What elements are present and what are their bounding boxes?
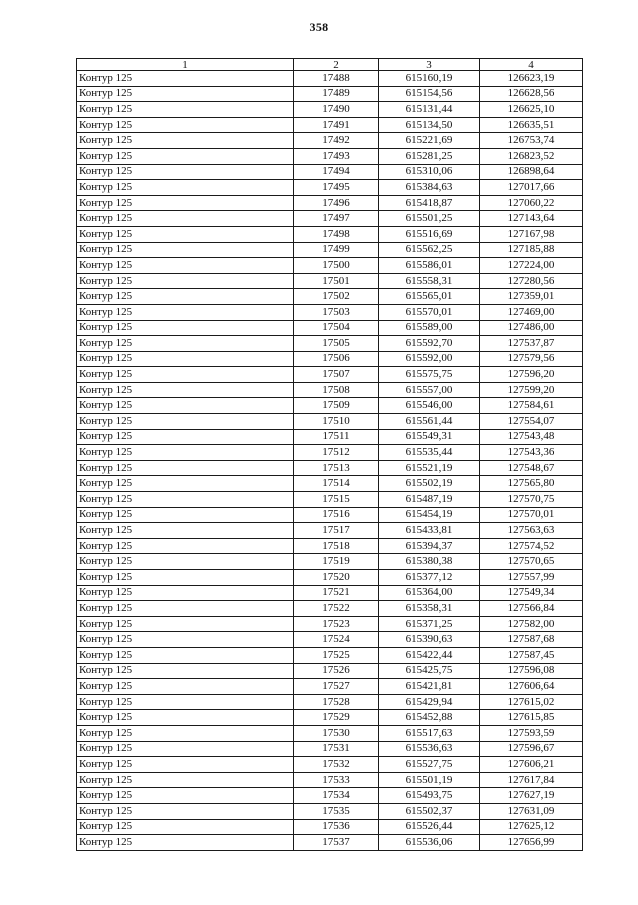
x-coordinate-cell: 615516,69: [379, 226, 480, 242]
x-coordinate-cell: 615526,44: [379, 819, 480, 835]
x-coordinate-cell: 615384,63: [379, 180, 480, 196]
point-number-cell: 17491: [294, 117, 379, 133]
y-coordinate-cell: 127582,00: [480, 616, 583, 632]
y-coordinate-cell: 127587,45: [480, 647, 583, 663]
y-coordinate-cell: 127185,88: [480, 242, 583, 258]
column-header-1: 1: [77, 59, 294, 71]
x-coordinate-cell: 615558,31: [379, 273, 480, 289]
contour-name-cell: Контур 125: [77, 258, 294, 274]
point-number-cell: 17494: [294, 164, 379, 180]
table-row: [77, 507, 583, 523]
table-row: [77, 538, 583, 554]
contour-name-cell: Контур 125: [77, 195, 294, 211]
point-number-cell: 17525: [294, 647, 379, 663]
point-number-cell: 17497: [294, 211, 379, 227]
x-coordinate-cell: 615425,75: [379, 663, 480, 679]
contour-name-cell: Контур 125: [77, 336, 294, 352]
point-number-cell: 17507: [294, 367, 379, 383]
column-header-3: 3: [379, 59, 480, 71]
point-number-cell: 17517: [294, 523, 379, 539]
x-coordinate-cell: 615535,44: [379, 445, 480, 461]
x-coordinate-cell: 615422,44: [379, 647, 480, 663]
table-row: [77, 757, 583, 773]
x-coordinate-cell: 615502,19: [379, 476, 480, 492]
x-coordinate-cell: 615527,75: [379, 757, 480, 773]
contour-name-cell: Контур 125: [77, 273, 294, 289]
table-row: [77, 476, 583, 492]
contour-name-cell: Контур 125: [77, 492, 294, 508]
table-row: [77, 102, 583, 118]
table-row: [77, 788, 583, 804]
contour-name-cell: Контур 125: [77, 133, 294, 149]
contour-name-cell: Контур 125: [77, 211, 294, 227]
contour-name-cell: Контур 125: [77, 663, 294, 679]
table-row: [77, 195, 583, 211]
table-body: [77, 71, 583, 851]
y-coordinate-cell: 127565,80: [480, 476, 583, 492]
x-coordinate-cell: 615371,25: [379, 616, 480, 632]
point-number-cell: 17514: [294, 476, 379, 492]
y-coordinate-cell: 127557,99: [480, 570, 583, 586]
y-coordinate-cell: 127570,01: [480, 507, 583, 523]
y-coordinate-cell: 127599,20: [480, 382, 583, 398]
point-number-cell: 17518: [294, 538, 379, 554]
x-coordinate-cell: 615221,69: [379, 133, 480, 149]
y-coordinate-cell: 127606,21: [480, 757, 583, 773]
table-row: [77, 679, 583, 695]
x-coordinate-cell: 615281,25: [379, 148, 480, 164]
table-row: [77, 585, 583, 601]
x-coordinate-cell: 615501,19: [379, 772, 480, 788]
x-coordinate-cell: 615154,56: [379, 86, 480, 102]
x-coordinate-cell: 615131,44: [379, 102, 480, 118]
x-coordinate-cell: 615380,38: [379, 554, 480, 570]
y-coordinate-cell: 127548,67: [480, 460, 583, 476]
contour-name-cell: Контур 125: [77, 554, 294, 570]
y-coordinate-cell: 127543,48: [480, 429, 583, 445]
x-coordinate-cell: 615517,63: [379, 725, 480, 741]
table-row: [77, 226, 583, 242]
table-row: [77, 336, 583, 352]
point-number-cell: 17511: [294, 429, 379, 445]
table-row: [77, 694, 583, 710]
y-coordinate-cell: 127587,68: [480, 632, 583, 648]
x-coordinate-cell: 615557,00: [379, 382, 480, 398]
contour-name-cell: Контур 125: [77, 320, 294, 336]
y-coordinate-cell: 127617,84: [480, 772, 583, 788]
x-coordinate-cell: 615364,00: [379, 585, 480, 601]
table-row: [77, 289, 583, 305]
table-row: [77, 351, 583, 367]
table-row: [77, 117, 583, 133]
table-row: [77, 819, 583, 835]
y-coordinate-cell: 127017,66: [480, 180, 583, 196]
y-coordinate-cell: 127224,00: [480, 258, 583, 274]
y-coordinate-cell: 127593,59: [480, 725, 583, 741]
point-number-cell: 17502: [294, 289, 379, 305]
contour-name-cell: Контур 125: [77, 788, 294, 804]
point-number-cell: 17490: [294, 102, 379, 118]
table-row: [77, 632, 583, 648]
contour-name-cell: Контур 125: [77, 382, 294, 398]
y-coordinate-cell: 127359,01: [480, 289, 583, 305]
y-coordinate-cell: 127469,00: [480, 304, 583, 320]
point-number-cell: 17504: [294, 320, 379, 336]
x-coordinate-cell: 615570,01: [379, 304, 480, 320]
y-coordinate-cell: 127606,64: [480, 679, 583, 695]
y-coordinate-cell: 127631,09: [480, 803, 583, 819]
table-row: [77, 492, 583, 508]
point-number-cell: 17526: [294, 663, 379, 679]
y-coordinate-cell: 126898,64: [480, 164, 583, 180]
x-coordinate-cell: 615493,75: [379, 788, 480, 804]
x-coordinate-cell: 615394,37: [379, 538, 480, 554]
contour-name-cell: Контур 125: [77, 803, 294, 819]
y-coordinate-cell: 127596,08: [480, 663, 583, 679]
y-coordinate-cell: 126628,56: [480, 86, 583, 102]
table-row: [77, 148, 583, 164]
contour-name-cell: Контур 125: [77, 647, 294, 663]
contour-name-cell: Контур 125: [77, 460, 294, 476]
point-number-cell: 17488: [294, 71, 379, 87]
contour-name-cell: Контур 125: [77, 242, 294, 258]
contour-name-cell: Контур 125: [77, 164, 294, 180]
point-number-cell: 17527: [294, 679, 379, 695]
table-row: [77, 86, 583, 102]
point-number-cell: 17505: [294, 336, 379, 352]
point-number-cell: 17535: [294, 803, 379, 819]
table-row: [77, 414, 583, 430]
contour-name-cell: Контур 125: [77, 414, 294, 430]
table-row: [77, 647, 583, 663]
y-coordinate-cell: 127549,34: [480, 585, 583, 601]
point-number-cell: 17513: [294, 460, 379, 476]
point-number-cell: 17521: [294, 585, 379, 601]
table-row: [77, 570, 583, 586]
x-coordinate-cell: 615160,19: [379, 71, 480, 87]
x-coordinate-cell: 615586,01: [379, 258, 480, 274]
point-number-cell: 17501: [294, 273, 379, 289]
contour-name-cell: Контур 125: [77, 741, 294, 757]
contour-name-cell: Контур 125: [77, 507, 294, 523]
point-number-cell: 17537: [294, 835, 379, 851]
contour-name-cell: Контур 125: [77, 694, 294, 710]
contour-name-cell: Контур 125: [77, 819, 294, 835]
x-coordinate-cell: 615421,81: [379, 679, 480, 695]
point-number-cell: 17536: [294, 819, 379, 835]
y-coordinate-cell: 127625,12: [480, 819, 583, 835]
table-row: [77, 803, 583, 819]
x-coordinate-cell: 615377,12: [379, 570, 480, 586]
table-row: [77, 71, 583, 87]
x-coordinate-cell: 615134,50: [379, 117, 480, 133]
point-number-cell: 17510: [294, 414, 379, 430]
x-coordinate-cell: 615561,44: [379, 414, 480, 430]
table-row: [77, 398, 583, 414]
contour-name-cell: Контур 125: [77, 523, 294, 539]
point-number-cell: 17528: [294, 694, 379, 710]
table-row: [77, 460, 583, 476]
table-row: [77, 663, 583, 679]
point-number-cell: 17503: [294, 304, 379, 320]
x-coordinate-cell: 615502,37: [379, 803, 480, 819]
point-number-cell: 17509: [294, 398, 379, 414]
table-row: [77, 164, 583, 180]
x-coordinate-cell: 615575,75: [379, 367, 480, 383]
contour-name-cell: Контур 125: [77, 585, 294, 601]
y-coordinate-cell: 127537,87: [480, 336, 583, 352]
x-coordinate-cell: 615418,87: [379, 195, 480, 211]
y-coordinate-cell: 127656,99: [480, 835, 583, 851]
y-coordinate-cell: 127486,00: [480, 320, 583, 336]
table-row: [77, 616, 583, 632]
y-coordinate-cell: 127060,22: [480, 195, 583, 211]
point-number-cell: 17508: [294, 382, 379, 398]
table-row: [77, 304, 583, 320]
table-row: [77, 258, 583, 274]
contour-name-cell: Контур 125: [77, 601, 294, 617]
page-number: 358: [309, 20, 329, 34]
table-row: [77, 710, 583, 726]
contour-name-cell: Контур 125: [77, 445, 294, 461]
point-number-cell: 17533: [294, 772, 379, 788]
contour-name-cell: Контур 125: [77, 148, 294, 164]
y-coordinate-cell: 127570,65: [480, 554, 583, 570]
point-number-cell: 17493: [294, 148, 379, 164]
contour-name-cell: Контур 125: [77, 71, 294, 87]
x-coordinate-cell: 615487,19: [379, 492, 480, 508]
point-number-cell: 17506: [294, 351, 379, 367]
point-number-cell: 17529: [294, 710, 379, 726]
x-coordinate-cell: 615452,88: [379, 710, 480, 726]
table-row: [77, 211, 583, 227]
contour-name-cell: Контур 125: [77, 476, 294, 492]
contour-name-cell: Контур 125: [77, 117, 294, 133]
y-coordinate-cell: 126623,19: [480, 71, 583, 87]
point-number-cell: 17489: [294, 86, 379, 102]
table-row: [77, 133, 583, 149]
table-row: [77, 445, 583, 461]
x-coordinate-cell: 615589,00: [379, 320, 480, 336]
point-number-cell: 17496: [294, 195, 379, 211]
point-number-cell: 17530: [294, 725, 379, 741]
contour-name-cell: Контур 125: [77, 616, 294, 632]
y-coordinate-cell: 127584,61: [480, 398, 583, 414]
point-number-cell: 17520: [294, 570, 379, 586]
table-row: [77, 429, 583, 445]
column-header-2: 2: [294, 59, 379, 71]
x-coordinate-cell: 615521,19: [379, 460, 480, 476]
x-coordinate-cell: 615592,70: [379, 336, 480, 352]
x-coordinate-cell: 615390,63: [379, 632, 480, 648]
x-coordinate-cell: 615546,00: [379, 398, 480, 414]
contour-name-cell: Контур 125: [77, 538, 294, 554]
point-number-cell: 17532: [294, 757, 379, 773]
y-coordinate-cell: 127627,19: [480, 788, 583, 804]
contour-name-cell: Контур 125: [77, 632, 294, 648]
y-coordinate-cell: 127579,56: [480, 351, 583, 367]
contour-name-cell: Контур 125: [77, 835, 294, 851]
table-row: [77, 382, 583, 398]
contour-name-cell: Контур 125: [77, 772, 294, 788]
y-coordinate-cell: 127566,84: [480, 601, 583, 617]
y-coordinate-cell: 126823,52: [480, 148, 583, 164]
y-coordinate-cell: 127574,52: [480, 538, 583, 554]
contour-name-cell: Контур 125: [77, 226, 294, 242]
column-header-4: 4: [480, 59, 583, 71]
point-number-cell: 17492: [294, 133, 379, 149]
table-row: [77, 242, 583, 258]
point-number-cell: 17519: [294, 554, 379, 570]
y-coordinate-cell: 127596,20: [480, 367, 583, 383]
table-row: [77, 523, 583, 539]
table-row: [77, 320, 583, 336]
contour-name-cell: Контур 125: [77, 757, 294, 773]
x-coordinate-cell: 615592,00: [379, 351, 480, 367]
y-coordinate-cell: 127554,07: [480, 414, 583, 430]
table-row: [77, 180, 583, 196]
point-number-cell: 17499: [294, 242, 379, 258]
contour-name-cell: Контур 125: [77, 102, 294, 118]
y-coordinate-cell: 127143,64: [480, 211, 583, 227]
y-coordinate-cell: 127543,36: [480, 445, 583, 461]
y-coordinate-cell: 127615,85: [480, 710, 583, 726]
y-coordinate-cell: 126635,51: [480, 117, 583, 133]
y-coordinate-cell: 127280,56: [480, 273, 583, 289]
y-coordinate-cell: 127570,75: [480, 492, 583, 508]
contour-name-cell: Контур 125: [77, 570, 294, 586]
contour-name-cell: Контур 125: [77, 710, 294, 726]
contour-name-cell: Контур 125: [77, 86, 294, 102]
table-row: [77, 273, 583, 289]
table-row: [77, 772, 583, 788]
table-row: [77, 367, 583, 383]
contour-name-cell: Контур 125: [77, 679, 294, 695]
y-coordinate-cell: 126753,74: [480, 133, 583, 149]
contour-name-cell: Контур 125: [77, 429, 294, 445]
contour-name-cell: Контур 125: [77, 304, 294, 320]
table-row: [77, 835, 583, 851]
point-number-cell: 17500: [294, 258, 379, 274]
x-coordinate-cell: 615358,31: [379, 601, 480, 617]
contour-name-cell: Контур 125: [77, 351, 294, 367]
point-number-cell: 17534: [294, 788, 379, 804]
x-coordinate-cell: 615429,94: [379, 694, 480, 710]
table-row: [77, 725, 583, 741]
point-number-cell: 17516: [294, 507, 379, 523]
y-coordinate-cell: 127167,98: [480, 226, 583, 242]
y-coordinate-cell: 127615,02: [480, 694, 583, 710]
x-coordinate-cell: 615536,63: [379, 741, 480, 757]
contour-name-cell: Контур 125: [77, 398, 294, 414]
table-row: [77, 601, 583, 617]
coordinates-table: [76, 58, 583, 851]
table-header-row: [77, 59, 583, 71]
x-coordinate-cell: 615549,31: [379, 429, 480, 445]
x-coordinate-cell: 615433,81: [379, 523, 480, 539]
x-coordinate-cell: 615562,25: [379, 242, 480, 258]
x-coordinate-cell: 615310,06: [379, 164, 480, 180]
x-coordinate-cell: 615536,06: [379, 835, 480, 851]
y-coordinate-cell: 127596,67: [480, 741, 583, 757]
point-number-cell: 17515: [294, 492, 379, 508]
x-coordinate-cell: 615565,01: [379, 289, 480, 305]
table-row: [77, 554, 583, 570]
x-coordinate-cell: 615501,25: [379, 211, 480, 227]
point-number-cell: 17523: [294, 616, 379, 632]
y-coordinate-cell: 126625,10: [480, 102, 583, 118]
point-number-cell: 17524: [294, 632, 379, 648]
contour-name-cell: Контур 125: [77, 367, 294, 383]
point-number-cell: 17531: [294, 741, 379, 757]
y-coordinate-cell: 127563,63: [480, 523, 583, 539]
contour-name-cell: Контур 125: [77, 180, 294, 196]
contour-name-cell: Контур 125: [77, 725, 294, 741]
point-number-cell: 17512: [294, 445, 379, 461]
point-number-cell: 17498: [294, 226, 379, 242]
point-number-cell: 17522: [294, 601, 379, 617]
x-coordinate-cell: 615454,19: [379, 507, 480, 523]
point-number-cell: 17495: [294, 180, 379, 196]
table-row: [77, 741, 583, 757]
contour-name-cell: Контур 125: [77, 289, 294, 305]
